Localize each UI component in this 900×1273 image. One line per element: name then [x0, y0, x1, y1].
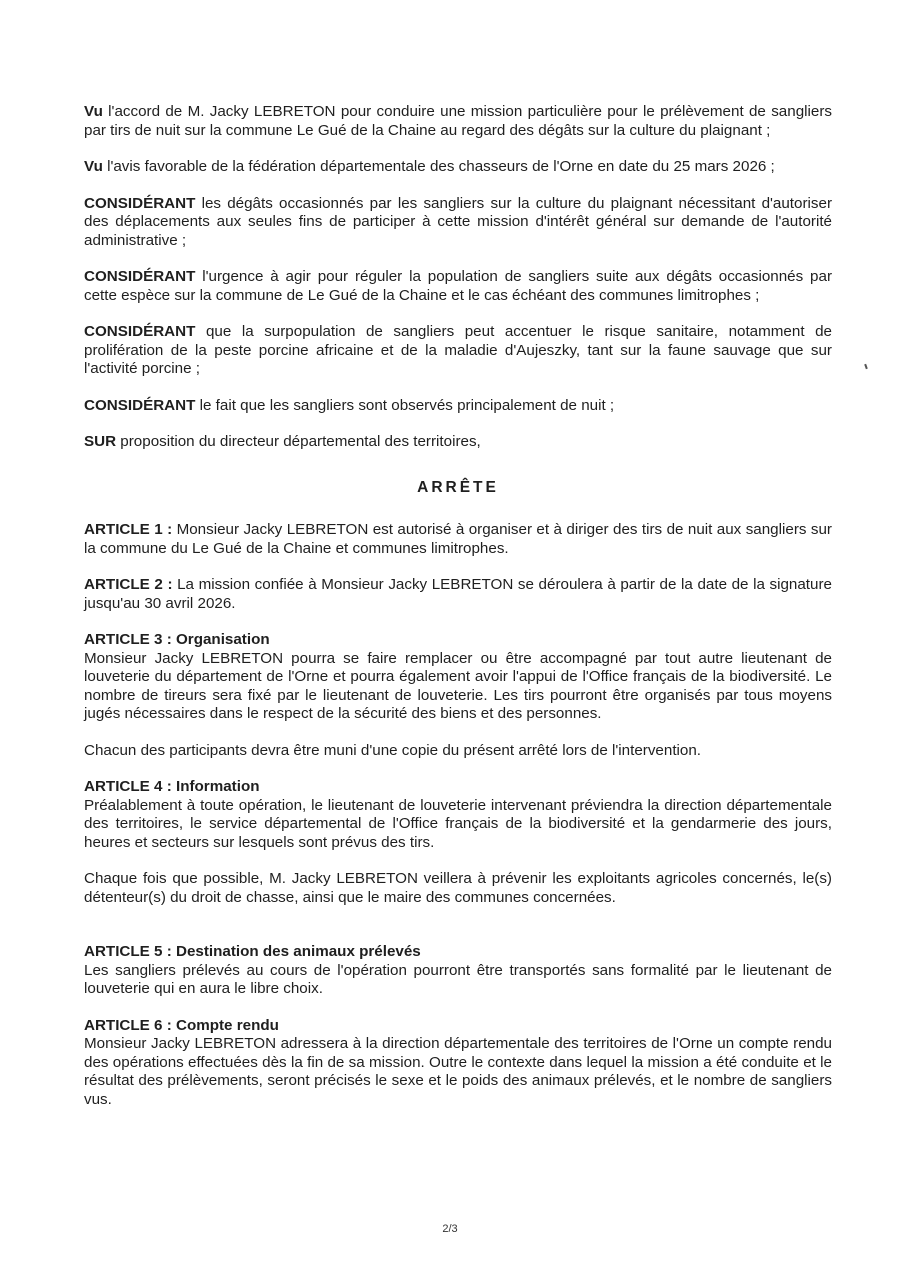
- vu-accord-paragraph: [84, 103, 832, 140]
- considerant-sanitaire-paragraph: [84, 323, 832, 379]
- document-body: [84, 103, 832, 1109]
- article-3-text-2: Chacun des participants devra être muni d'une copie du présent arrêté lors de l'intervention.: [84, 741, 702, 759]
- decree-title: ARRÊTE: [417, 478, 499, 496]
- paragraph-text: les dégâts occasionnés par les sangliers sur la culture du plaignant nécessitant d'autoriser des déplacements aux seules fins de participer à cette mission d'intérêt général sur demande de l'autorité administrative ;: [84, 194, 832, 249]
- article-5-text: Les sangliers prélevés au cours de l'opération pourront être transportés sans formalité par le lieutenant de louveterie qui en aura le libre choix.: [84, 961, 832, 997]
- paragraph-text: le fait que les sangliers sont observés principalement de nuit ;: [195, 396, 615, 414]
- considerant-nuit-paragraph: [84, 397, 832, 416]
- article-4-text: Préalablement à toute opération, le lieutenant de louveterie intervenant préviendra la direction départementale des territoires, le service départemental de l'Office français de la biodiversité et la gendarmerie des jours, heures et secteurs sur lesquels sont prévus des tirs.: [84, 796, 832, 851]
- article-4-text-2: Chaque fois que possible, M. Jacky LEBRETON veillera à prévenir les exploitants agricoles concernés, le(s) détenteur(s) du droit de chasse, ainsi que le maire des communes concernées.: [84, 870, 832, 906]
- article-6-text: Monsieur Jacky LEBRETON adressera à la direction départementale des territoires de l'Orne un compte rendu des opérations effectuées dès la fin de sa mission. Outre le contexte dans lequel la mission a été conduite et le résultat des prélèvements, seront précisés le sexe et le poids des animaux prélevés, et le nombre de sangliers vus.: [84, 1035, 832, 1108]
- paragraph-text: que la surpopulation de sangliers peut accentuer le risque sanitaire, notamment de prolifération de la peste porcine africaine et de la maladie d'Aujeszky, tant sur la faune sauvage que sur l'activité porcine ;: [84, 323, 832, 377]
- paragraph-text: proposition du directeur départemental des territoires,: [116, 433, 481, 450]
- article-3-text: Monsieur Jacky LEBRETON pourra se faire remplacer ou être accompagné par tout autre lieutenant de louveterie du département de l'Orne et pourra également avoir l'appui de l'Office français de la biodiversité. Le nombre de tireurs sera fixé par le lieutenant de louveterie. Les tirs pourront être organisés par tous moyens jugés nécessaires dans le respect de la sécurité des biens et des personnes.: [84, 649, 832, 722]
- page-number: 2/3: [442, 1223, 458, 1235]
- article-2-label: ARTICLE 2 :: [84, 576, 173, 593]
- scan-speck: [864, 364, 868, 369]
- article-2: [84, 576, 832, 613]
- paragraph-text: l'accord de M. Jacky LEBRETON pour conduire une mission particulière pour le prélèvement de sangliers par tirs de nuit sur la commune Le Gué de la Chaine au regard des dégâts sur la culture du plaignant ;: [84, 103, 832, 139]
- keyword-sur: SUR: [84, 433, 117, 450]
- article-2-text: La mission confiée à Monsieur Jacky LEBRETON se déroulera à partir de la date de la signature jusqu'au 30 avril 2026.: [84, 576, 832, 612]
- article-5-heading: ARTICLE 5 : Destination des animaux prélevés: [84, 943, 421, 960]
- article-1: [84, 521, 832, 558]
- considerant-urgence-paragraph: [84, 268, 832, 305]
- article-1-label: ARTICLE 1 :: [84, 521, 173, 538]
- vu-avis-paragraph: [84, 158, 832, 177]
- paragraph-text: l'avis favorable de la fédération départementale des chasseurs de l'Orne en date du 25 mars 2026 ;: [102, 158, 775, 175]
- sur-proposition-paragraph: [84, 433, 832, 452]
- keyword-considerant: CONSIDÉRANT: [84, 194, 196, 212]
- article-3-heading: ARTICLE 3 : Organisation: [84, 631, 270, 648]
- article-6-heading: ARTICLE 6 : Compte rendu: [84, 1016, 279, 1034]
- article-4-heading: ARTICLE 4 : Information: [84, 778, 260, 795]
- keyword-considerant: CONSIDÉRANT: [84, 323, 196, 340]
- keyword-considerant: CONSIDÉRANT: [84, 396, 196, 414]
- article-1-text: Monsieur Jacky LEBRETON est autorisé à organiser et à diriger des tirs de nuit aux sangliers sur la commune du Le Gué de la Chaine et communes limitrophes.: [84, 521, 832, 557]
- keyword-vu: Vu: [84, 158, 103, 175]
- considerant-degats-paragraph: [84, 195, 832, 251]
- keyword-vu: Vu: [84, 103, 103, 120]
- paragraph-text: l'urgence à agir pour réguler la population de sangliers suite aux dégâts occasionnés par cette espèce sur la commune de Le Gué de la Chaine et le cas échéant des communes limitrophes ;: [84, 268, 832, 304]
- keyword-considerant: CONSIDÉRANT: [84, 268, 196, 285]
